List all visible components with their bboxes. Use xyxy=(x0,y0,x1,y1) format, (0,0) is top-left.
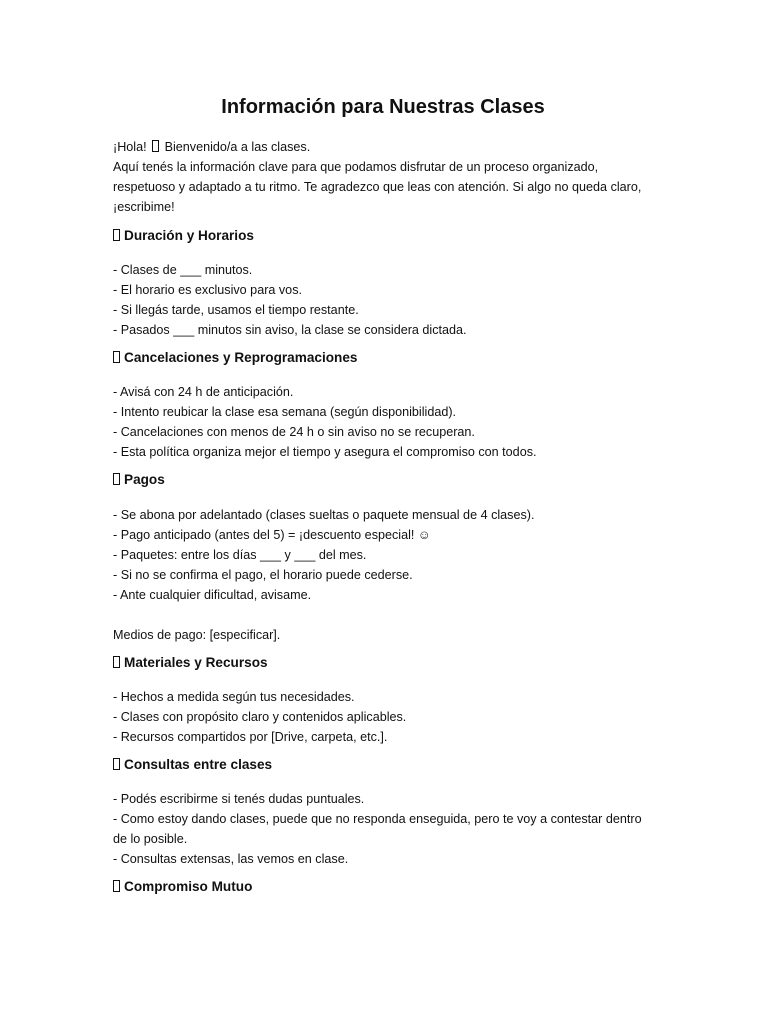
section-heading-label: Compromiso Mutuo xyxy=(124,879,253,894)
section-heading-materiales xyxy=(113,653,268,673)
intro-block xyxy=(113,137,653,217)
list-item: - Consultas extensas, las vemos en clase. xyxy=(113,852,349,866)
section-heading-label: Duración y Horarios xyxy=(124,228,254,243)
list-item: - Intento reubicar la clase esa semana (según disponibilidad). xyxy=(113,405,457,419)
missing-glyph-icon xyxy=(113,880,120,892)
intro-greeting xyxy=(113,137,653,157)
list-item: - Ante cualquier dificultad, avisame. xyxy=(113,588,312,602)
document-title: Información para Nuestras Clases xyxy=(221,96,545,118)
greeting-suffix: Bienvenido/a a las clases. xyxy=(164,140,311,154)
section-heading-pagos xyxy=(113,470,165,490)
list-item: - Si llegás tarde, usamos el tiempo restante. xyxy=(113,303,359,317)
list-item: - Se abona por adelantado (clases sueltas o paquete mensual de 4 clases). xyxy=(113,508,535,522)
list-item: - Como estoy dando clases, puede que no responda enseguida, pero te voy a contestar dentro de lo posible. xyxy=(113,812,642,846)
section-heading-label: Consultas entre clases xyxy=(124,757,273,772)
list-item: - El horario es exclusivo para vos. xyxy=(113,283,302,297)
list-item: - Paquetes: entre los días ___ y ___ del mes. xyxy=(113,548,367,562)
section-list-pagos xyxy=(113,505,653,605)
section-heading-consultas xyxy=(113,755,272,775)
section-heading-cancelaciones xyxy=(113,348,357,368)
missing-glyph-icon xyxy=(152,140,159,152)
list-item: - Clases con propósito claro y contenidos aplicables. xyxy=(113,710,407,724)
section-list-materiales xyxy=(113,687,653,747)
missing-glyph-icon xyxy=(113,473,120,485)
list-item: - Hechos a medida según tus necesidades. xyxy=(113,690,355,704)
missing-glyph-icon xyxy=(113,758,120,770)
payment-methods-note: Medios de pago: [especificar]. xyxy=(113,628,281,642)
section-list-duracion xyxy=(113,260,653,340)
missing-glyph-icon xyxy=(113,656,120,668)
section-heading-label: Cancelaciones y Reprogramaciones xyxy=(124,350,358,365)
section-heading-label: Materiales y Recursos xyxy=(124,655,268,670)
missing-glyph-icon xyxy=(113,229,120,241)
list-item: - Esta política organiza mejor el tiempo y asegura el compromiso con todos. xyxy=(113,445,537,459)
greeting-prefix: ¡Hola! xyxy=(113,140,147,154)
list-item: - Avisá con 24 h de anticipación. xyxy=(113,385,294,399)
list-item: - Clases de ___ minutos. xyxy=(113,263,253,277)
list-item: - Cancelaciones con menos de 24 h o sin aviso no se recuperan. xyxy=(113,425,475,439)
list-item: - Recursos compartidos por [Drive, carpeta, etc.]. xyxy=(113,730,388,744)
missing-glyph-icon xyxy=(113,351,120,363)
section-list-cancelaciones xyxy=(113,382,653,462)
section-heading-label: Pagos xyxy=(124,472,165,487)
list-item: - Pago anticipado (antes del 5) = ¡descuento especial! ☺ xyxy=(113,528,431,542)
list-item: - Podés escribirme si tenés dudas puntuales. xyxy=(113,792,365,806)
list-item: - Si no se confirma el pago, el horario puede cederse. xyxy=(113,568,413,582)
section-heading-compromiso xyxy=(113,877,252,897)
intro-paragraph: Aquí tenés la información clave para que podamos disfrutar de un proceso organizado, respetuoso y adaptado a tu ritmo. Te agradezco que leas con atención. Si algo no queda claro, ¡escribime! xyxy=(113,160,642,214)
section-heading-duracion xyxy=(113,226,254,246)
section-list-consultas xyxy=(113,789,653,869)
list-item: - Pasados ___ minutos sin aviso, la clase se considera dictada. xyxy=(113,323,467,337)
